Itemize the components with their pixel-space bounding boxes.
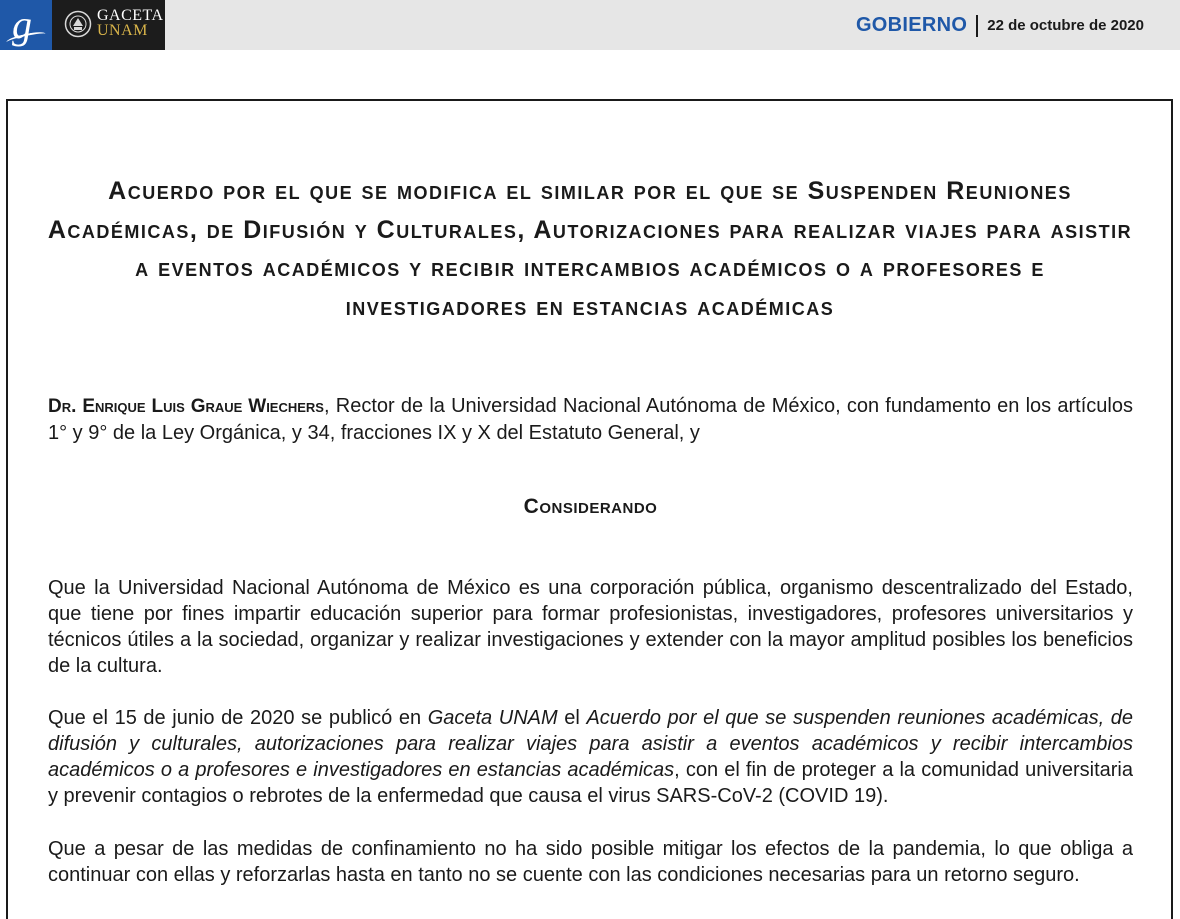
considerando-heading: Considerando bbox=[523, 495, 658, 518]
logo-letter: g bbox=[12, 2, 32, 47]
intro-paragraph bbox=[48, 393, 1133, 446]
paragraph-2-part-3: , con el fin de proteger a la comunidad universitaria y prevenir contagios o rebrotes de la enfermedad que causa el virus SARS-CoV-2 (COVID 19). bbox=[48, 759, 1133, 807]
paragraph-2-part-2: el bbox=[557, 707, 587, 729]
unam-seal-icon bbox=[64, 10, 92, 38]
publication-line2: UNAM bbox=[97, 22, 148, 39]
header-divider bbox=[976, 15, 978, 37]
gaceta-logo[interactable] bbox=[0, 0, 165, 50]
publication-line1: GACETA bbox=[97, 7, 164, 24]
paragraph-3: Que a pesar de las medidas de confinamiento no ha sido posible mitigar los efectos de la pandemia, lo que obliga a continuar con ellas y reforzarlas hasta en tanto no se cuente con las condiciones necesarias para un retorno seguro. bbox=[48, 838, 1133, 886]
rector-name: Dr. Enrique Luis Graue Wiechers bbox=[48, 396, 324, 417]
header-bar bbox=[0, 0, 1180, 50]
gazette-name: Gaceta UNAM bbox=[427, 707, 558, 729]
publication-name bbox=[97, 8, 164, 38]
agreement-title: Acuerdo por el que se suspenden reuniones académicas, de difusión y culturales, autorizaciones para realizar viajes para asistir a eventos académicos y recibir intercambios académicos o a profesores e investigadores en estancias académicas bbox=[48, 707, 1133, 781]
section-label[interactable]: GOBIERNO bbox=[855, 14, 968, 36]
issue-date: 22 de octubre de 2020 bbox=[987, 17, 1144, 34]
paragraph-2 bbox=[48, 705, 1133, 809]
intro-text: , Rector de la Universidad Nacional Autónoma de México, con fundamento en los artículos 1° y 9° de la Ley Orgánica, y 34, fracciones IX y X del Estatuto General, y bbox=[48, 395, 1133, 444]
paragraph-1: Que la Universidad Nacional Autónoma de México es una corporación pública, organismo descentralizado del Estado, que tiene por fines impartir educación superior para formar profesionistas, investigadores, profesores universitarios y técnicos útiles a la sociedad, organizar y realizar investigaciones y extender con la mayor amplitud posibles los beneficios de la cultura. bbox=[48, 577, 1133, 677]
document-title: Acuerdo por el que se modifica el similar por el que se Suspenden Reuniones Académicas, de Difusión y Culturales, Autorizaciones para realizar viajes para asistir a eventos académicos y recibir intercambios académicos o a profesores e investigadores en estancias académicas bbox=[47, 177, 1133, 321]
gaceta-g-icon bbox=[0, 0, 52, 50]
paragraph-2-part-1: Que el 15 de junio de 2020 se publicó en bbox=[48, 707, 428, 729]
header-meta bbox=[856, 14, 1144, 37]
